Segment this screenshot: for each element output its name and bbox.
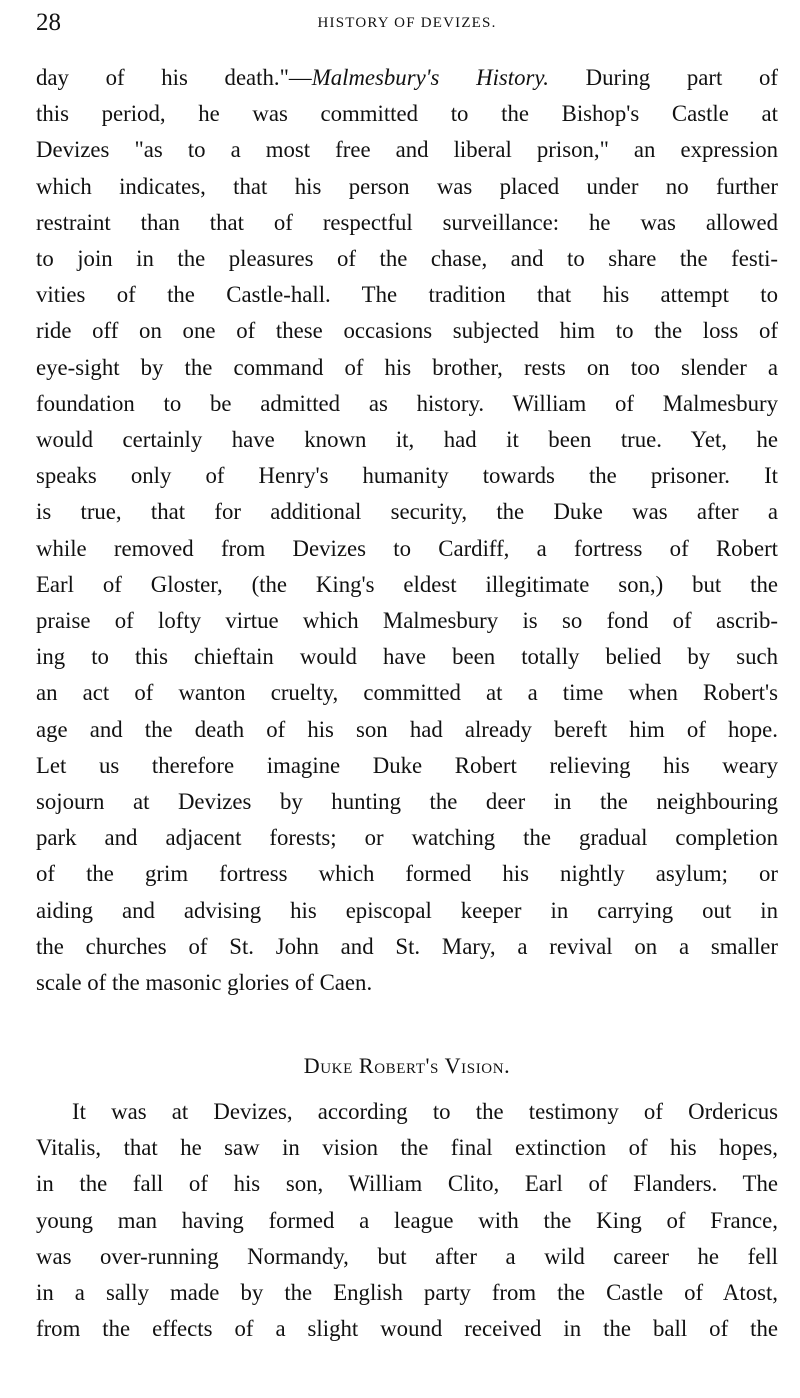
text-line: while removed from Devizes to Cardiff, a fortress of Robert xyxy=(36,535,778,561)
book-page xyxy=(36,0,778,1398)
text-line: to join in the pleasures of the chase, and to share the festi- xyxy=(36,246,778,272)
text-line xyxy=(36,60,778,96)
text-line: this period, he was committed to the Bishop's Castle at xyxy=(36,101,778,127)
text-line: the churches of St. John and St. Mary, a revival on a smaller xyxy=(36,933,778,959)
text-line-continuation: During part of xyxy=(548,65,778,90)
text-line: sojourn at Devizes by hunting the deer in the neighbouring xyxy=(36,789,778,815)
text-line: age and the death of his son had already bereft him of hope. xyxy=(36,716,778,742)
text-line: praise of lofty virtue which Malmesbury is so fond of ascrib- xyxy=(36,608,778,634)
citation: Malmesbury's History. xyxy=(311,65,549,90)
running-head: HISTORY OF DEVIZES. xyxy=(317,15,497,31)
text-line: would certainly have known it, had it been true. Yet, he xyxy=(36,427,778,453)
text-line-lead: day of his death."— xyxy=(36,65,312,90)
text-line: foundation to be admitted as history. William of Malmesbury xyxy=(36,390,778,416)
text-line: from the effects of a slight wound received in the ball of the xyxy=(36,1316,778,1342)
text-line: park and adjacent forests; or watching the gradual completion xyxy=(36,825,778,851)
text-line: Earl of Gloster, (the King's eldest illegitimate son,) but the xyxy=(36,571,778,597)
paragraph-1 xyxy=(36,60,778,1001)
text-line: aiding and advising his episcopal keeper in carrying out in xyxy=(36,897,778,923)
text-line: which indicates, that his person was placed under no further xyxy=(36,173,778,199)
text-line: vities of the Castle-hall. The tradition that his attempt to xyxy=(36,282,778,308)
section-heading: Duke Robert's Vision. xyxy=(303,1053,511,1078)
text-line: young man having formed a league with the King of France, xyxy=(36,1207,778,1233)
text-line: restraint than that of respectful surveillance: he was allowed xyxy=(36,209,778,235)
text-line: It was at Devizes, according to the testimony of Ordericus xyxy=(72,1099,778,1124)
text-line: Devizes "as to a most free and liberal prison," an expression xyxy=(36,137,778,163)
text-line: in the fall of his son, William Clito, Earl of Flanders. The xyxy=(36,1171,778,1197)
text-line: Vitalis, that he saw in vision the final extinction of his hopes, xyxy=(36,1135,778,1161)
text-line: is true, that for additional security, the Duke was after a xyxy=(36,499,778,525)
text-line: was over-running Normandy, but after a wild career he fell xyxy=(36,1243,778,1269)
text-line: eye-sight by the command of his brother, rests on too slender a xyxy=(36,354,778,380)
text-line: ing to this chieftain would have been totally belied by such xyxy=(36,644,778,670)
text-line: ride off on one of these occasions subjected him to the loss of xyxy=(36,318,778,344)
page-header xyxy=(36,8,778,42)
text-line: Let us therefore imagine Duke Robert relieving his weary xyxy=(36,752,778,778)
text-line: of the grim fortress which formed his nightly asylum; or xyxy=(36,861,778,887)
paragraph-2 xyxy=(36,1094,778,1347)
text-line: scale of the masonic glories of Caen. xyxy=(36,970,373,996)
text-line: in a sally made by the English party from the Castle of Atost, xyxy=(36,1280,778,1306)
text-line: an act of wanton cruelty, committed at a time when Robert's xyxy=(36,680,778,706)
text-line: speaks only of Henry's humanity towards the prisoner. It xyxy=(36,463,778,489)
page-number: 28 xyxy=(36,9,61,36)
